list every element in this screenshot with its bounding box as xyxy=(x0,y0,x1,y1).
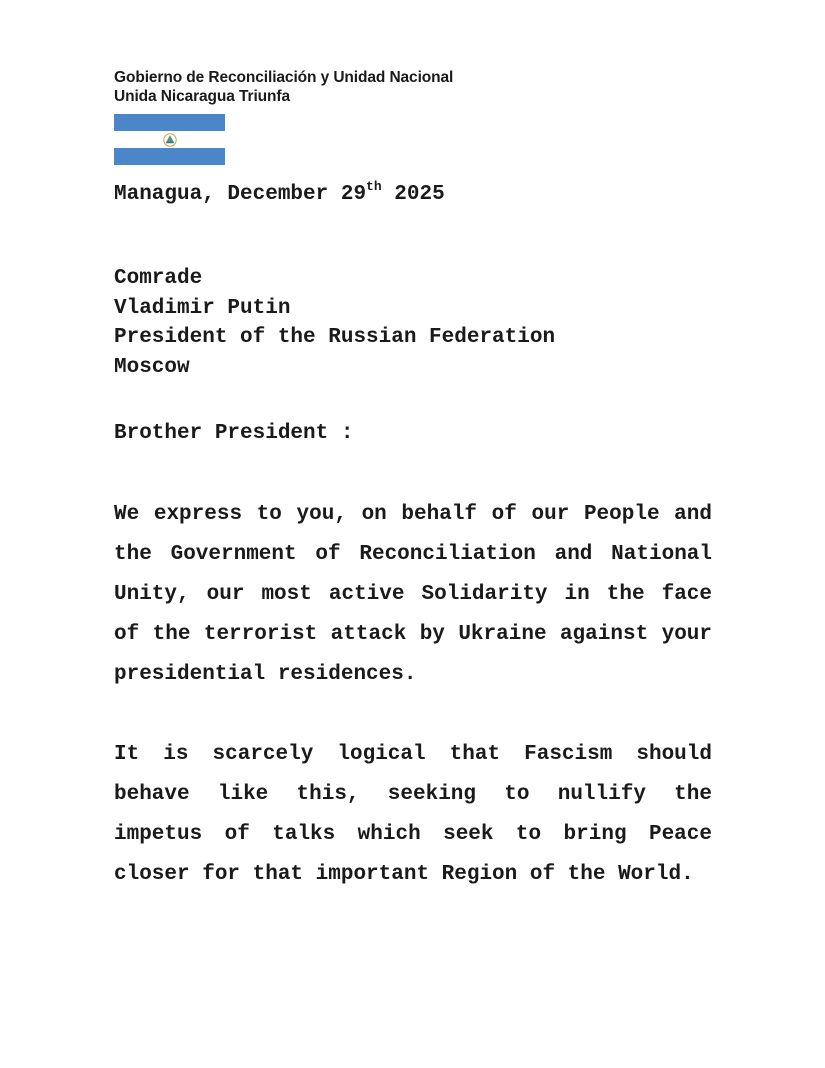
recipient-city: Moscow xyxy=(114,355,190,379)
salutation: Brother President : xyxy=(114,422,354,445)
flag-top-stripe xyxy=(114,114,225,131)
body-paragraph-1: We express to you, on behalf of our People and the Government of Reconciliation and National Unity, our most active Solidarity in the face of the terrorist attack by Ukraine against your presidential residences. xyxy=(114,503,712,686)
coat-of-arms-icon xyxy=(163,133,177,147)
letterhead-slogan: Unida Nicaragua Triunfa xyxy=(114,88,290,105)
flag-middle-stripe xyxy=(114,131,225,148)
date-day: Managua, December 29 xyxy=(114,183,367,206)
recipient-position: President of the Russian Federation xyxy=(114,326,556,349)
letterhead xyxy=(114,68,453,106)
date-year: 2025 xyxy=(381,183,445,206)
recipient-title: Comrade xyxy=(114,267,203,290)
letter-date xyxy=(114,181,445,209)
date-ordinal-suffix: th xyxy=(366,179,382,194)
letterhead-government-name: Gobierno de Reconciliación y Unidad Nacional xyxy=(114,69,454,86)
recipient-address xyxy=(114,264,555,382)
flag-bottom-stripe xyxy=(114,148,225,165)
nicaragua-flag-icon xyxy=(114,114,225,165)
recipient-name: Vladimir Putin xyxy=(114,296,291,320)
body-paragraph-2: It is scarcely logical that Fascism should behave like this, seeking to nullify the impetus of talks which seek to bring Peace closer for that important Region of the World. xyxy=(114,743,712,886)
